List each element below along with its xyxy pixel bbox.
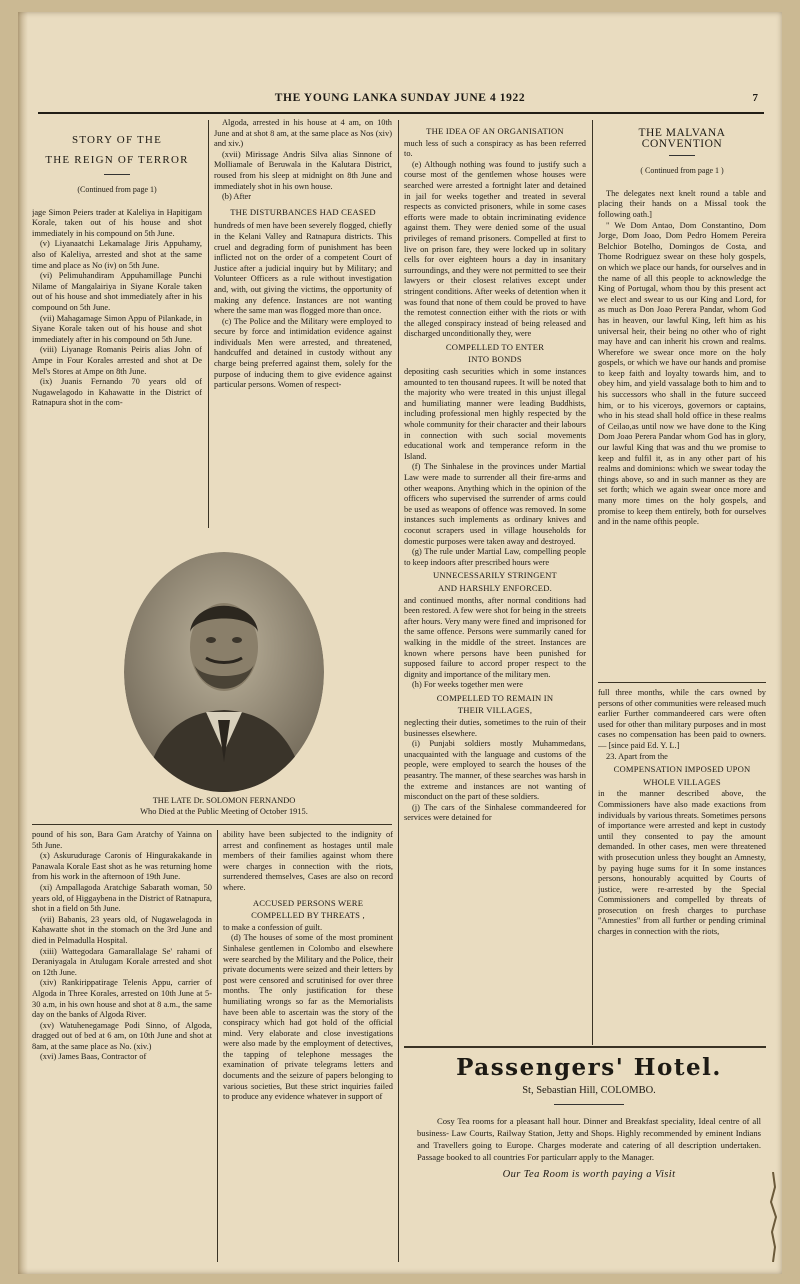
paragraph: full three months, while the cars owned by persons of other communities were released much earlier Further commandeered cars were often used for other than military purposes and in most cases no compensation has been paid to owners.— [since paid Ed. Y. L.]: [598, 688, 766, 750]
portrait-photo: [124, 552, 324, 792]
column-rule: [592, 120, 593, 1045]
column-4-top: [598, 118, 766, 678]
ad-address: St, Sebastian Hill, COLOMBO.: [522, 1085, 656, 1096]
ad-slogan: Our Tea Room is worth paying a Visit: [502, 1169, 676, 1180]
column-rule: [208, 120, 209, 528]
paragraph: (h) For weeks together men were: [412, 680, 523, 690]
paragraph: (viii) Liyanage Romanis Peiris alias John of Ampe in Four Korales arrested and shot at De Mel's Stores at Ampe on 8th June.: [32, 345, 202, 376]
paragraph: (xv) Watuhenegamage Podi Sinno, of Algoda, dragged out of bed at 6 am, on 10th June and shot at 8am, at the same place as No. (xiv.): [32, 1020, 212, 1051]
paragraph: jage Simon Peiers trader at Kaleliya in Hapitigam Korale, taken out of his house and shot immediately in his compound on 5th June.: [32, 207, 202, 238]
paragraph: (xiii) Wattegodara Gamarallalage Se' rahami of Deraniyagala in Atulugam Korale arrested and shot on 12th June.: [32, 946, 212, 977]
masthead: THE YOUNG LANKA SUNDAY JUNE 4 1922: [274, 92, 526, 104]
paragraph: (c) The Police and the Military were employed to secure by force and intimidation evidence against individuals Men were arrested, and threatened, handcuffed and detained in custody without any charge being preferred against them, solely for the purpose of inducing them to give evidence against particular persons. Women of respect-: [214, 316, 392, 390]
subhead-idea-organisation: THE IDEA OF AN ORGANISATION: [426, 126, 564, 136]
section-rule: [32, 824, 392, 825]
portrait-solomon-fernando: [124, 552, 324, 792]
heading-dash: [669, 155, 695, 156]
paragraph: to make a confession of guilt.: [223, 922, 323, 932]
subhead-unnecessarily-stringent: UNNECESSARILY STRINGENT: [433, 570, 557, 581]
paragraph: (f) The Sinhalese in the provinces under Martial Law were made to surrender all their fire-arms and other weapons. Anything which in the opinion of the officers who supervised the surrender of arms could be used as weapons of offence was removed. In some instances such implements as ordinary knives and coconut scrapers used in village households for domestic purposes were taken away and destroyed.: [404, 462, 586, 546]
paragraph: (i) Punjabi soldiers mostly Muhammedans, unacquainted with the language and customs of the people, were employed to search the houses of the peasantry. The manner, of these searches was harsh in the extreme and instances are not wanting of misconduct on the part of these soldiers.: [404, 739, 586, 802]
paragraph: (xvi) James Baas, Contractor of: [40, 1052, 147, 1062]
heading-reign-of-terror: THE REIGN OF TERROR: [45, 154, 189, 166]
paragraph: (vi) Pelimuhandiram Appuhamillage Punchi Nilame of Mangalairiya in Siyane Korale taken out of his house and shot immediately after in his compound on 5th June.: [32, 271, 202, 312]
page-edge-shadow: [18, 12, 28, 1274]
paragraph: hundreds of men have been severely flogged, chiefly in the Kelani Valley and Ratnapura districts. This cruel and degrading form of punishment has been inflicted not on the order of a competent Court of Justice after a judicial inquiry but by Military; and Volunteer Officers as a rule without investigation and, with, out giving the victims, the opportunity of making any defence. Instances are not wanting where the same man was flogged more than once.: [214, 221, 392, 316]
page-number: 7: [752, 92, 758, 104]
subhead-disturbances-ceased: THE DISTURBANCES HAD CEASED: [230, 206, 376, 217]
column-4-bottom: [598, 688, 766, 1048]
continued-note: ( Continued from page 1 ): [640, 166, 724, 176]
paragraph: (j) The cars of the Sinhalese commandeered for services were detained for: [404, 802, 586, 823]
newspaper-page: [18, 12, 782, 1274]
ad-rule: [554, 1104, 624, 1105]
paragraph: (ix) Juanis Fernando 70 years old of Nugawelagodo in Kahawatte in the District of Ratnapura shot in the com-: [32, 377, 202, 408]
heading-dash: [104, 174, 130, 175]
paragraph: and continued months, after normal conditions had been restored. A few were shot for being in the streets after hours. Very many were fined and imprisoned for the same offence. Persons were summarily caned for walking in the middle of the street. Instances are known where persons have been punished for supposed failure to accord proper respect to the dignity and importance of the military men.: [404, 595, 586, 679]
continued-note: (Continued from page 1): [77, 185, 157, 194]
header-rule: [38, 112, 764, 114]
section-rule: [598, 682, 766, 683]
portrait-caption: [96, 795, 352, 817]
subhead-compelled-enter: COMPELLED TO ENTER: [445, 341, 545, 352]
torn-edge-mark: [766, 1172, 780, 1262]
heading-malvana-convention: THE MALVANA CONVENTION: [638, 127, 726, 150]
passengers-hotel-advertisement: [413, 1050, 765, 1266]
column-2-top: [214, 118, 392, 528]
subhead-by-threats: COMPELLED BY THREATS ,: [251, 910, 365, 921]
paragraph: (v) Liyanaatchi Lekamalage Jiris Appuhamy, also of Kaleliya, arrested and shot at the same time and place as No (iv) on 5th June.: [32, 239, 202, 270]
column-rule: [217, 830, 218, 1262]
subhead-compensation: COMPENSATION IMPOSED UPON: [613, 764, 751, 775]
paragraph: depositing cash securities which in some instances amounted to ten thousand rupees. It will be noted that the majority who were treated in this unjust illegal and humiliating manner were leading Buddhists, including professional men highly respected by the whole community for their character and their labours in connection with such social movements educational work and temperance reform in the Island.: [404, 367, 586, 461]
paragraph: (xiv) Rankirippatirage Telenis Appu, carrier of Algoda in Three Korales, arrested on 10th June at 5-30 a.m, in his own house and shot at 8 a.m., the same day on the banks of Algoda River.: [32, 978, 212, 1020]
paragraph: 23. Apart from the: [606, 751, 668, 761]
column-3: [404, 118, 586, 1053]
paragraph: (vii) Mahagamage Simon Appu of Pilankade, in Siyane Korale taken out of his house and shot immediately after in his compound on 5th June.: [32, 313, 202, 344]
paragraph: in the manner described above, the Commissioners have also made exactions from individuals by various threats. Sometimes persons of importance were arrested and kept in custody until they consented to pay the amount demanded. In other cases, men were threatened with prosecution unless they bought an Amnesty, by paying huge sums for it In some instances persons, honourably acquitted by Courts of justice, were re-arrested by the Special Commissioners and compelled by threats of prosecution on fresh charges to purchase "Amnesties" from all further or pending criminal charges in connection with the riots,: [598, 789, 766, 937]
subhead-remain-villages: COMPELLED TO REMAIN IN: [436, 692, 554, 703]
paragraph: (e) Although nothing was found to justify such a course most of the gentlemen whose houses were searched were arrested a fortnight later and detained in jail for weeks together and treated in several respects as convicted prisoners, while in some cases efforts were made to obtain incriminating evidence against them. They were denied some of the usual privileges of remand prisoners. Compelled at first to live on prison fare, they were locked up in solitary cells for over eighteen hours a day in insanitary surroundings, and they were not permitted to see their lawyers or their closest relatives except under stringent conditions. After weeks of detention when it was found that none of them could be proved to have the remotest connection either with the riots or with the alleged conspiracy instead of being released and discharged unconditionally they, were: [404, 159, 586, 339]
page-header: [38, 92, 762, 110]
paragraph: (xi) Ampallagoda Aratchige Sabarath woman, 50 years old, of Higgaybena in the District of Ratnapura, shot in a field on 5th June.: [32, 882, 212, 914]
column-1-bottom: [32, 830, 212, 1265]
subhead-whole-villages: WHOLE VILLAGES: [643, 776, 721, 787]
ad-body: Cosy Tea rooms for a pleasant hall hour. Dinner and Breakfast speciality, Ideal centre of all business- Law Courts, Railway Station, Jetty and Shops. Highly recommended by eminent Indians and Travellers going to Europe. Charges moderate and catering of all description undertaken. Passage booked to all countries For particularr apply to the Manager.: [417, 1116, 761, 1162]
paragraph: (xvii) Mirissage Andris Silva alias Sinnone of Molliamale of Beruwala in the Kalutara District, roused from his sleep at midnight on 8th June and immediately shot in his own house.: [214, 149, 392, 191]
subhead-into-bonds: INTO BONDS: [468, 354, 522, 365]
paragraph: (b) After: [222, 192, 252, 202]
column-rule: [398, 120, 399, 1262]
paragraph: much less of such a conspiracy as has been referred to.: [404, 138, 586, 159]
paragraph: neglecting their duties, sometimes to the ruin of their businesses elsewhere.: [404, 718, 586, 738]
column-2-bottom: [223, 830, 393, 1265]
caption-detail: Who Died at the Public Meeting of October 1915.: [140, 807, 308, 816]
paragraph: The delegates next knelt round a table and placing their hands on a Missal took the following oath.]: [598, 188, 766, 219]
column-1-top: [32, 118, 202, 528]
ad-top-rule: [404, 1046, 766, 1048]
paragraph: (g) The rule under Martial Law, compelling people to keep indoors after prescribed hours were: [404, 547, 586, 567]
paragraph: (vii) Babanis, 23 years old, of Nugawelagoda in Kahawatte shot in the stomach on the 3rd June and died in Pelmadulla Hospital.: [32, 914, 212, 945]
ad-title: Passengers' Hotel.: [456, 1054, 722, 1081]
paragraph: " We Dom Antao, Dom Constantino, Dom Jorge, Dom Joao, Dom Pedro Homem Pereira Belchior Botelho, Domingos de Costa, and Thome Rodriguez swear on these holy gospels, on which we place our hands, for ourselves and in the name of all this people to acknowledge the King of Portugal, whom thou by this present act we elect and swear to us our King and Lord, for as much as Don Joao Perera Pandar, whom God has in heaven, our lawful King, left him as his universal heir, their being no other who of right may have and can inherit his crown and realms. Wherefore we swear once more on the holy gospels, or which we have our hands and promise to keep faith and loyalty towards him, and to obey him, and yield vassalage both to him and to his successors who shall in the future succeed him, or to his viceroys, governors or captains, who in his stead shall hold office in these realms of Ceilao,as until now we have done to the King Dom Joao Perera Pandar whom God has in glory, our lawful King that was and thu we promise to keep and fulfil it, as in any other part of his realms and dominions: which we swear today the things above, so and in such manner as they are set forth; which we again swear once more and many more times on the holy gospels, and promise to keep them entirely, both for ourselves and in the name ofthis people.: [598, 220, 766, 527]
caption-name: THE LATE Dr. SOLOMON FERNANDO: [152, 796, 296, 805]
paragraph: (d) The houses of some of the most prominent Sinhalese gentlemen in Colombo and elsewhere were searched by the Military and the Police, their private documents were seized and their letters by post were censored and scrutinised for over three months. The only justification for these humiliating wrongs so far as the Memorialists have been able to ascertain was the story of the conspiracy which had got hold of the official mind. Very elaborate and close investigations were also made by the employment of detectives, the tapping of telephone messages the examination of private telegrams letters and documents and the seizure of papers belonging to various societies, But these strict inquiries failed to produce any evidence whatever in support of: [223, 933, 393, 1102]
paragraph: (x) Askurudurage Caronis of Hingurakakande in Panawala Korale East shot as he was returning home from his work in the afternoon of 19th June.: [32, 851, 212, 882]
subhead-accused-persons: ACCUSED PERSONS WERE: [252, 897, 364, 908]
paragraph: pound of his son, Bara Gam Aratchy of Yainna on 5th June.: [32, 830, 212, 850]
paragraph: ability have been subjected to the indignity of arrest and confinement as hostages until male members of their families against whom there were charges in connection with the riots, surrendered themselves, Cases are also on record where.: [223, 830, 393, 892]
subhead-harshly-enforced: AND HARSHLY ENFORCED.: [437, 582, 553, 593]
heading-story-of-the: STORY OF THE: [72, 134, 162, 146]
subhead-their-villages: THEIR VILLAGES,: [457, 705, 533, 716]
paragraph: Algoda, arrested in his house at 4 am, on 10th June and at shot 8 am, at the same place as Nos (xiv) and xiv.): [214, 118, 392, 149]
